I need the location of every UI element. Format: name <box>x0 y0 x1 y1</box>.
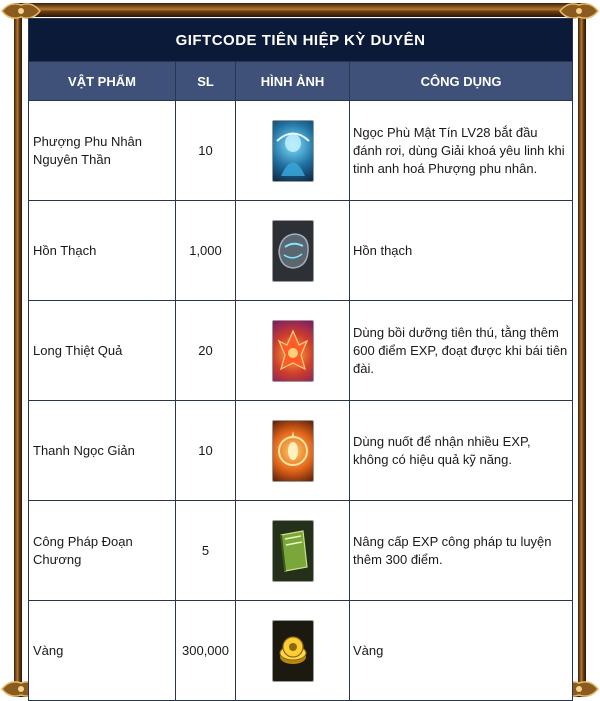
item-use: Ngọc Phù Mật Tín LV28 bắt đầu đánh rơi, dùng Giải khoá yêu linh khi tinh anh hoá Phượng phu nhân. <box>350 101 573 201</box>
gold-coins-icon <box>272 620 314 682</box>
item-name: Thanh Ngọc Giản <box>29 401 176 501</box>
item-use: Dùng bồi dưỡng tiên thú, tằng thêm 600 điểm EXP, đoạt được khi bái tiên đài. <box>350 301 573 401</box>
item-use: Nâng cấp EXP công pháp tu luyện thêm 300 điểm. <box>350 501 573 601</box>
item-name: Long Thiệt Quả <box>29 301 176 401</box>
item-use: Dùng nuốt để nhận nhiều EXP, không có hiệu quả kỹ năng. <box>350 401 573 501</box>
table-title: GIFTCODE TIÊN HIỆP KỲ DUYÊN <box>29 19 573 62</box>
item-image-cell <box>236 301 350 401</box>
spirit-figure-icon <box>272 120 314 182</box>
item-use: Vàng <box>350 601 573 701</box>
item-qty: 10 <box>176 401 236 501</box>
item-qty: 5 <box>176 501 236 601</box>
item-use: Hồn thạch <box>350 201 573 301</box>
item-qty: 20 <box>176 301 236 401</box>
item-qty: 10 <box>176 101 236 201</box>
jade-slip-icon <box>272 420 314 482</box>
item-image-cell <box>236 601 350 701</box>
title-row <box>29 19 573 62</box>
item-image-cell <box>236 501 350 601</box>
item-qty: 300,000 <box>176 601 236 701</box>
item-name: Phượng Phu Nhân Nguyên Thần <box>29 101 176 201</box>
col-header-item: VẬT PHẨM <box>29 62 176 101</box>
frame-right-bar <box>578 14 586 686</box>
frame-top-bar <box>14 3 586 17</box>
table-row <box>29 401 573 501</box>
header-row <box>29 62 573 101</box>
item-image-cell <box>236 201 350 301</box>
table-row <box>29 201 573 301</box>
table-row <box>29 101 573 201</box>
item-name: Công Pháp Đoạn Chương <box>29 501 176 601</box>
item-image-cell <box>236 401 350 501</box>
giftcode-table <box>28 18 573 701</box>
item-name: Vàng <box>29 601 176 701</box>
dragon-fruit-icon <box>272 320 314 382</box>
soul-stone-icon <box>272 220 314 282</box>
frame-left-bar <box>14 14 22 686</box>
item-qty: 1,000 <box>176 201 236 301</box>
table-row <box>29 501 573 601</box>
technique-book-icon <box>272 520 314 582</box>
col-header-image: HÌNH ẢNH <box>236 62 350 101</box>
col-header-qty: SL <box>176 62 236 101</box>
table-row <box>29 301 573 401</box>
item-name: Hồn Thạch <box>29 201 176 301</box>
item-image-cell <box>236 101 350 201</box>
table-row <box>29 601 573 701</box>
col-header-use: CÔNG DỤNG <box>350 62 573 101</box>
